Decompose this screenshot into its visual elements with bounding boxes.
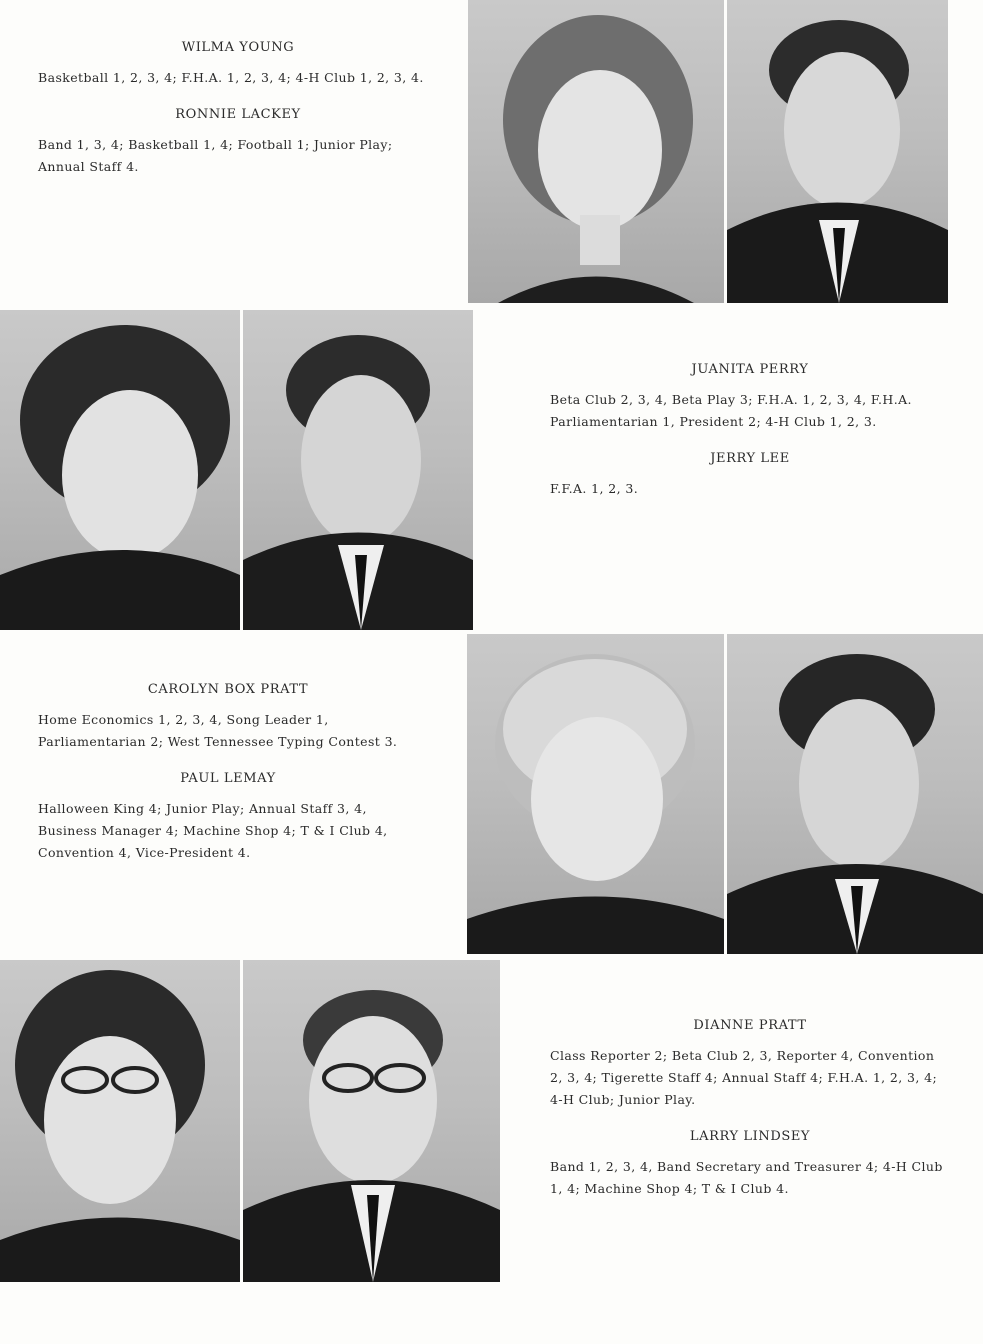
student-name: CAROLYN BOX PRATT xyxy=(147,682,309,697)
student-name: JUANITA PERRY xyxy=(691,362,809,377)
portrait-photo-female xyxy=(0,960,240,1282)
entry-dianne-pratt xyxy=(550,1018,950,1218)
portrait-photo-male xyxy=(243,310,473,630)
student-name: WILMA YOUNG xyxy=(181,40,295,55)
portrait-photo-female xyxy=(467,634,724,954)
student-activities: Home Economics 1, 2, 3, 4, Song Leader 1, Parliamentarian 2; West Tennessee Typing Contest 3. xyxy=(38,712,398,749)
entry-juanita-perry xyxy=(550,362,950,518)
student-activities: Beta Club 2, 3, 4, Beta Play 3; F.H.A. 1, 2, 3, 4, F.H.A. Parliamentarian 1, President 2; 4-H Club 1, 2, 3. xyxy=(550,392,912,429)
student-name: JERRY LEE xyxy=(710,451,790,466)
student-name: DIANNE PRATT xyxy=(693,1018,807,1033)
student-activities: F.F.A. 1, 2, 3. xyxy=(550,481,639,496)
portrait-photo-female xyxy=(0,310,240,630)
portrait-photo-female xyxy=(468,0,724,303)
portrait-photo-male xyxy=(243,960,500,1282)
portrait-photo-male xyxy=(727,0,948,303)
student-name: RONNIE LACKEY xyxy=(175,107,301,122)
entry-carolyn-box-pratt xyxy=(38,682,418,882)
student-name: LARRY LINDSEY xyxy=(689,1129,811,1144)
student-activities: Band 1, 2, 3, 4, Band Secretary and Treasurer 4; 4-H Club 1, 4; Machine Shop 4; T & I Club 4. xyxy=(550,1159,943,1196)
student-name: PAUL LEMAY xyxy=(180,771,276,786)
student-activities: Class Reporter 2; Beta Club 2, 3, Reporter 4, Convention 2, 3, 4; Tigerette Staff 4; Annual Staff 4; F.H.A. 1, 2, 3, 4; 4-H Club; Junior Play. xyxy=(550,1048,938,1107)
student-activities: Basketball 1, 2, 3, 4; F.H.A. 1, 2, 3, 4; 4-H Club 1, 2, 3, 4. xyxy=(38,70,424,85)
student-activities: Band 1, 3, 4; Basketball 1, 4; Football 1; Junior Play; Annual Staff 4. xyxy=(38,137,393,174)
portrait-photo-male xyxy=(727,634,983,954)
student-activities: Halloween King 4; Junior Play; Annual Staff 3, 4, Business Manager 4; Machine Shop 4; T & I Club 4, Convention 4, Vice-President 4. xyxy=(38,801,388,860)
entry-wilma-young xyxy=(38,40,438,196)
